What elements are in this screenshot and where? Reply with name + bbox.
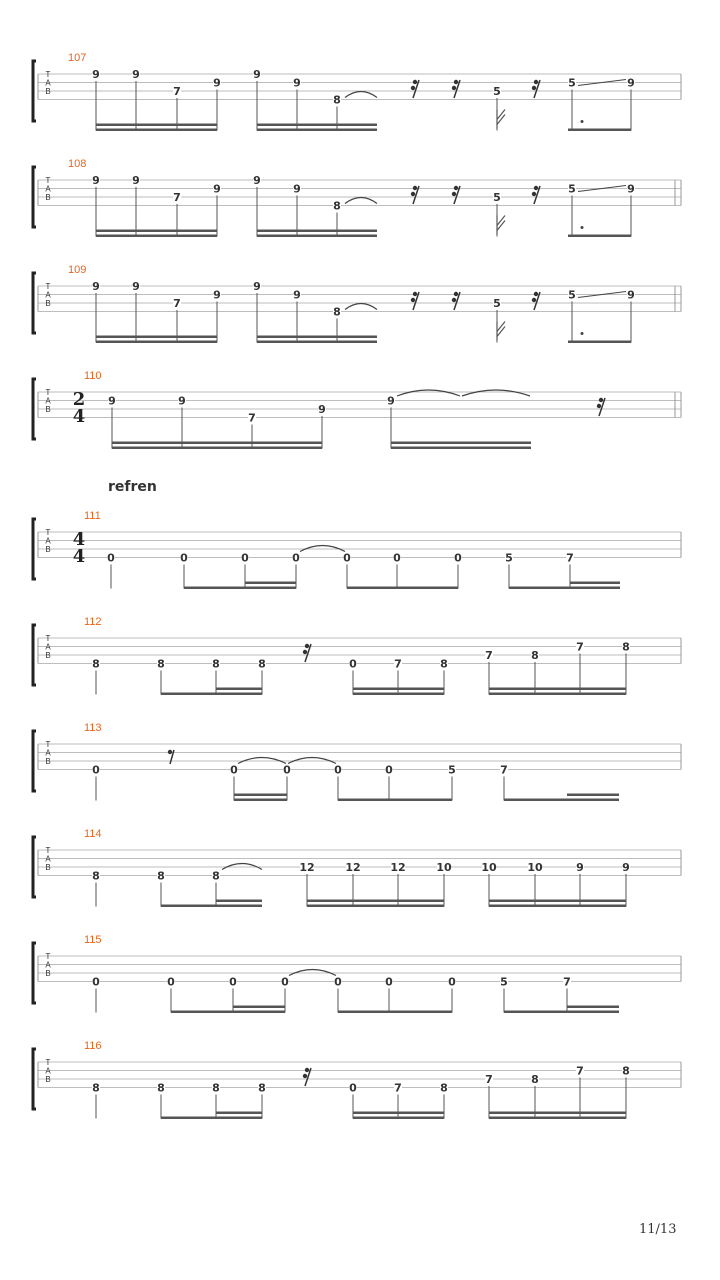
fret-number: 7 [248,411,256,425]
fret-number: 7 [394,1081,402,1095]
fret-number: 9 [627,76,635,90]
beam [489,905,626,908]
fret-number: 9 [108,394,116,408]
measure-number: 114 [84,828,102,840]
system-bracket [33,519,36,579]
fret-number: 8 [440,657,448,671]
fret-number: 8 [258,1081,266,1095]
fret-number: 0 [92,763,100,777]
beam [489,688,626,691]
tab-clef-letter: T [45,176,51,185]
beam [307,900,444,903]
sixteenth-rest-dot [532,192,536,196]
tab-clef-letter: T [45,70,51,79]
tab-clef-letter: B [45,405,51,414]
fret-number: 8 [440,1081,448,1095]
fret-number: 8 [157,1081,165,1095]
beam [96,341,217,344]
tab-clef-letter: A [45,78,51,88]
system-measure-112 [33,616,681,695]
system-measure-116 [33,1040,681,1119]
fret-number: 8 [157,869,165,883]
tab-clef-letter: B [45,87,51,96]
tab-clef-letter: T [45,388,51,397]
fret-number: 9 [253,68,261,81]
fret-number: 0 [385,763,393,777]
fret-number: 0 [180,551,188,565]
system-bracket [33,943,36,1003]
fret-number: 0 [107,551,115,565]
fret-number: 7 [173,85,181,98]
sixteenth-rest-dot [413,292,417,296]
tab-clef-letter: T [45,282,51,291]
fret-number: 5 [493,191,501,204]
tab-clef-letter: B [45,757,51,766]
tab-clef-letter: B [45,1075,51,1084]
beam [112,442,322,445]
beam [489,693,626,696]
fret-number: 5 [500,975,508,989]
beam [504,799,619,802]
tab-clef-letter: T [45,634,51,643]
sixteenth-rest-dot [534,292,538,296]
beam [257,129,377,132]
fret-number: 9 [213,76,221,90]
fret-number: 8 [531,649,539,662]
fret-number: 7 [576,640,584,654]
fret-number: 8 [531,1073,539,1086]
tab-clef-letter: A [45,960,51,970]
fret-number: 5 [568,288,576,302]
beam [234,794,287,797]
note-flag [497,216,505,235]
fret-number: 0 [393,551,401,565]
sixteenth-rest-dot [413,186,417,190]
fret-number: 7 [485,1073,493,1086]
beam-secondary [570,582,620,585]
system-measure-108 [33,158,681,237]
tab-clef-letter: B [45,651,51,660]
system-bracket [33,837,36,897]
system-bracket [33,731,36,791]
beam [489,1117,626,1120]
fret-number: 9 [178,394,186,408]
note-flag [497,322,505,341]
fret-number: 10 [527,861,543,874]
fret-number: 8 [92,869,100,883]
fret-number: 9 [92,68,100,81]
beam [257,235,377,238]
sixteenth-rest-dot [452,192,456,196]
tab-clef-letter: A [45,854,51,864]
tie [345,92,377,98]
system-bracket [33,273,36,333]
beam [353,688,444,691]
tab-clef-letter: A [45,748,51,758]
beam [353,693,444,696]
sixteenth-rest-dot [599,398,603,402]
tab-clef-letter: B [45,863,51,872]
tab-clef-letter: B [45,545,51,554]
measure-number: 113 [84,722,102,734]
beam [257,230,377,233]
sixteenth-rest-dot [411,86,415,90]
fret-number: 12 [345,861,361,874]
section-label-refren: refren [108,479,157,495]
fret-number: 7 [173,297,181,310]
beam [96,129,217,132]
time-signature-top: 2 [72,389,86,410]
fret-number: 9 [387,394,395,408]
fret-number: 9 [253,174,261,187]
beam [257,124,377,127]
tab-clef-letter: T [45,952,51,961]
sixteenth-rest-dot [534,80,538,84]
fret-number: 0 [334,975,342,989]
fret-number: 9 [627,182,635,196]
system-bracket [33,625,36,685]
measure-number: 115 [84,934,102,946]
tab-clef-letter: B [45,969,51,978]
tab-clef-letter: A [45,290,51,300]
fret-number: 7 [173,191,181,204]
fret-number: 5 [505,551,513,565]
system-measure-111 [33,510,681,589]
beam-secondary [233,1006,285,1009]
fret-number: 9 [622,861,630,874]
tab-clef-letter: A [45,1066,51,1076]
fret-number: 0 [241,551,249,565]
fret-number: 0 [229,975,237,989]
dot [581,226,584,229]
measure-number: 107 [68,52,87,64]
tab-clef-letter: B [45,193,51,202]
fret-number: 8 [212,1081,220,1095]
measure-number: 116 [84,1040,102,1052]
tab-clef-letter: T [45,740,51,749]
fret-number: 0 [92,975,100,989]
beam [307,905,444,908]
system-measure-110 [33,370,681,449]
beam [391,447,531,450]
system-bracket [33,61,36,121]
beam [353,1112,444,1115]
fret-number: 8 [333,93,341,107]
measure-number: 109 [68,264,87,276]
beam [96,336,217,339]
fret-number: 0 [343,551,351,565]
sixteenth-rest-dot [305,644,309,648]
beam [96,124,217,127]
beam [489,900,626,903]
system-measure-109 [33,264,681,343]
system-measure-115 [33,934,681,1013]
tie [397,390,460,396]
note-flag [497,110,505,129]
beam [391,442,531,445]
sixteenth-rest-dot [411,298,415,302]
fret-number: 5 [568,182,576,196]
fret-number: 7 [566,551,574,565]
beam-secondary [567,794,619,797]
tab-clef-letter: T [45,1058,51,1067]
fret-number: 9 [293,76,301,90]
fret-number: 0 [292,551,300,565]
fret-number: 12 [299,861,315,874]
beam [568,341,631,344]
fret-number: 9 [293,182,301,196]
fret-number: 9 [213,288,221,302]
beam [257,341,377,344]
sixteenth-rest-dot [411,192,415,196]
fret-number: 10 [436,861,452,874]
sixteenth-rest-dot [454,80,458,84]
tie [345,198,377,204]
dot [581,332,584,335]
fret-number: 0 [167,975,175,989]
page-number: 11/13 [639,1222,677,1237]
fret-number: 7 [485,649,493,662]
beam [489,1112,626,1115]
fret-number: 9 [253,280,261,293]
beam [338,1011,452,1014]
fret-number: 0 [283,763,291,777]
fret-number: 8 [622,1064,630,1078]
beam [112,447,322,450]
fret-number: 8 [258,657,266,671]
measure-number: 108 [68,158,87,170]
fret-number: 8 [92,657,100,671]
fret-number: 0 [454,551,462,565]
measure-number: 110 [84,370,102,382]
fret-number: 9 [213,182,221,196]
fret-number: 7 [500,763,508,777]
fret-number: 0 [385,975,393,989]
beam [161,1117,262,1120]
fret-number: 8 [333,199,341,213]
fret-number: 8 [157,657,165,671]
beam [353,1117,444,1120]
fret-number: 0 [334,763,342,777]
dot [581,120,584,123]
tab-clef-letter: B [45,299,51,308]
beam-secondary [216,688,262,691]
sixteenth-rest-dot [452,86,456,90]
sixteenth-rest-dot [532,86,536,90]
beam [96,230,217,233]
sixteenth-rest-dot [597,404,601,408]
beam [184,587,296,590]
sixteenth-rest-dot [454,186,458,190]
beam [504,1011,619,1014]
beam [171,1011,285,1014]
fret-number: 8 [622,640,630,654]
system-measure-107 [33,52,681,131]
beam-secondary [245,582,296,585]
fret-number: 9 [318,403,326,416]
beam [568,235,631,238]
beam [568,129,631,132]
sixteenth-rest-dot [532,298,536,302]
fret-number: 7 [394,657,402,671]
fret-number: 12 [390,861,406,874]
beam [161,905,262,908]
fret-number: 8 [212,869,220,883]
beam [338,799,452,802]
system-bracket [33,167,36,227]
beam [96,235,217,238]
beam-secondary [567,1006,619,1009]
beam [509,587,620,590]
fret-number: 9 [132,68,140,81]
sixteenth-rest-dot [452,298,456,302]
fret-number: 9 [92,280,100,293]
fret-number: 9 [293,288,301,302]
tab-clef-letter: A [45,396,51,406]
fret-number: 9 [627,288,635,302]
measure-number: 112 [84,616,102,628]
time-signature-bottom: 4 [72,546,86,567]
eighth-rest-dot [168,750,172,754]
fret-number: 8 [212,657,220,671]
tie [462,390,530,396]
fret-number: 8 [92,1081,100,1095]
fret-number: 9 [576,861,584,874]
sixteenth-rest-dot [305,1068,309,1072]
measure-number: 111 [84,510,101,522]
system-bracket [33,379,36,439]
fret-number: 9 [132,280,140,293]
tab-clef-letter: A [45,184,51,194]
beam [257,336,377,339]
fret-number: 0 [448,975,456,989]
tab-clef-letter: T [45,846,51,855]
fret-number: 9 [132,174,140,187]
fret-number: 5 [493,85,501,98]
fret-number: 10 [481,861,497,874]
fret-number: 0 [230,763,238,777]
fret-number: 5 [448,763,456,777]
fret-number: 5 [568,76,576,90]
fret-number: 0 [349,657,357,671]
system-measure-113 [33,722,681,801]
beam [234,799,287,802]
sixteenth-rest-dot [413,80,417,84]
time-signature-bottom: 4 [72,406,86,427]
system-bracket [33,1049,36,1109]
beam [347,587,458,590]
sixteenth-rest-dot [303,1074,307,1078]
tab-clef-letter: A [45,642,51,652]
time-signature-top: 4 [72,529,86,550]
fret-number: 5 [493,297,501,310]
beam [161,693,262,696]
beam-secondary [216,1112,262,1115]
tab-clef-letter: A [45,536,51,546]
fret-number: 7 [576,1064,584,1078]
fret-number: 0 [281,975,289,989]
beam-secondary [216,900,262,903]
fret-number: 7 [563,975,571,989]
sixteenth-rest-dot [534,186,538,190]
fret-number: 9 [92,174,100,187]
system-measure-114 [33,828,681,907]
sixteenth-rest-dot [454,292,458,296]
tab-clef-letter: T [45,528,51,537]
sixteenth-rest-dot [303,650,307,654]
fret-number: 0 [349,1081,357,1095]
tie [345,304,377,310]
fret-number: 8 [333,305,341,319]
